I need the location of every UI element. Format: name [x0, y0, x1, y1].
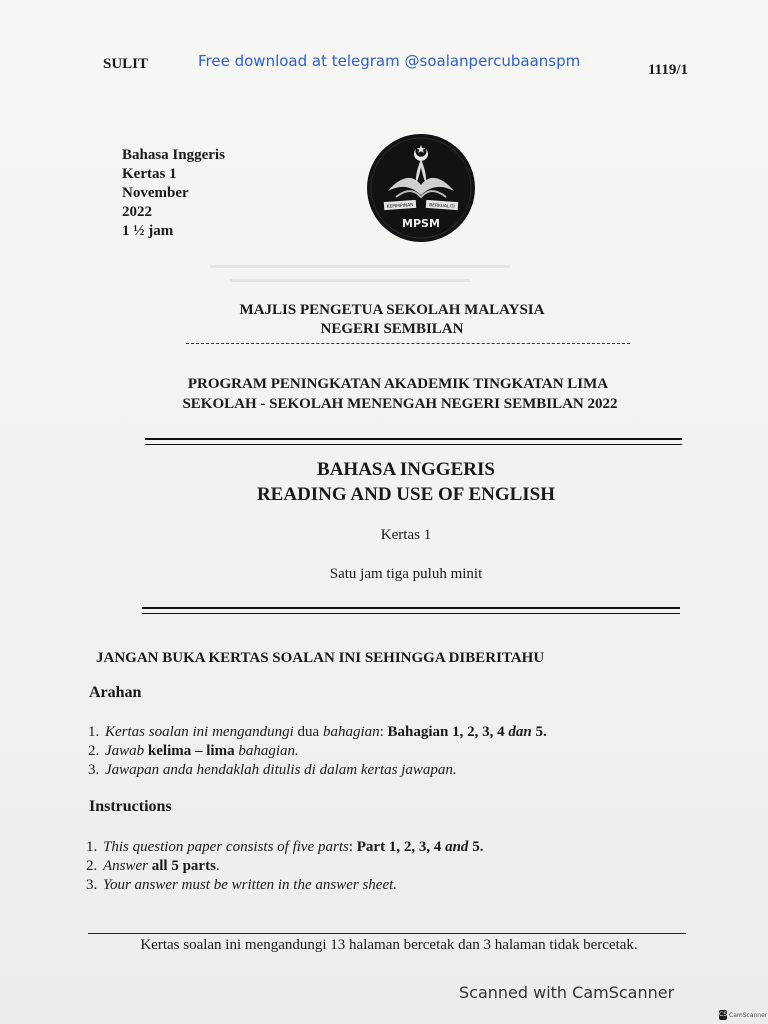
logo-ribbon-left: KEPIMPINAN	[386, 203, 414, 210]
meta-subject: Bahasa Inggeris	[122, 147, 225, 163]
instructions-heading: Instructions	[89, 798, 172, 815]
sulit-label: SULIT	[103, 56, 149, 72]
show-through-ghost	[210, 255, 510, 295]
logo-ribbon-right: BERKUALITI	[428, 203, 455, 210]
telegram-watermark: Free download at telegram @soalanpercubaanspm	[198, 52, 581, 70]
arahan-item: 1. Kertas soalan ini mengandungi dua bahagian: Bahagian 1, 2, 3, 4 dan 5.	[88, 724, 547, 740]
dashed-divider	[186, 343, 630, 344]
instruction-item: 2. Answer all 5 parts.	[86, 858, 220, 874]
do-not-open-warning: JANGAN BUKA KERTAS SOALAN INI SEHINGGA DIBERITAHU	[96, 650, 545, 666]
arahan-heading: Arahan	[89, 684, 142, 701]
meta-year: 2022	[122, 204, 152, 220]
logo-acronym: MPSM	[402, 217, 440, 230]
double-rule-bottom-thin	[142, 613, 680, 614]
instruction-item: 1. This question paper consists of five parts: Part 1, 2, 3, 4 and 5.	[86, 839, 484, 855]
camscanner-badge-text: CamScanner	[729, 1011, 768, 1019]
arahan-list	[88, 723, 547, 780]
double-rule-bottom	[142, 607, 680, 609]
paper-code: 1119/1	[648, 62, 689, 78]
subject-title: BAHASA INGGERIS	[317, 459, 495, 480]
instruction-item: 3. Your answer must be written in the answer sheet.	[86, 877, 398, 893]
footer-rule	[88, 933, 686, 934]
program-title: PROGRAM PENINGKATAN AKADEMIK TINGKATAN LIMA	[187, 376, 609, 392]
meta-time: 1 ½ jam	[122, 223, 174, 239]
meta-month: November	[122, 185, 189, 201]
mpsm-logo-icon	[366, 133, 476, 243]
arahan-item: 2. Jawab kelima – lima bahagian.	[88, 743, 299, 759]
paper-meta-block	[122, 146, 225, 241]
camscanner-badge	[719, 1009, 768, 1021]
page-count-note: Kertas soalan ini mengandungi 13 halaman bercetak dan 3 halaman tidak bercetak.	[140, 937, 638, 953]
double-rule-top-thin	[145, 444, 682, 445]
camscanner-icon: CS	[719, 1011, 727, 1018]
camscanner-watermark: Scanned with CamScanner	[459, 983, 675, 1002]
subject-subtitle: READING AND USE OF ENGLISH	[256, 484, 556, 505]
program-school: SEKOLAH - SEKOLAH MENENGAH NEGERI SEMBILAN 2022	[182, 396, 618, 412]
council-state: NEGERI SEMBILAN	[320, 321, 464, 337]
arahan-item: 3. Jawapan anda hendaklah ditulis di dalam kertas jawapan.	[88, 762, 457, 778]
exam-duration: Satu jam tiga puluh minit	[329, 566, 483, 582]
double-rule-top	[145, 438, 682, 440]
council-name: MAJLIS PENGETUA SEKOLAH MALAYSIA	[239, 302, 545, 318]
instructions-list	[86, 838, 483, 895]
paper-number: Kertas 1	[380, 527, 432, 543]
meta-paper: Kertas 1	[122, 166, 177, 182]
